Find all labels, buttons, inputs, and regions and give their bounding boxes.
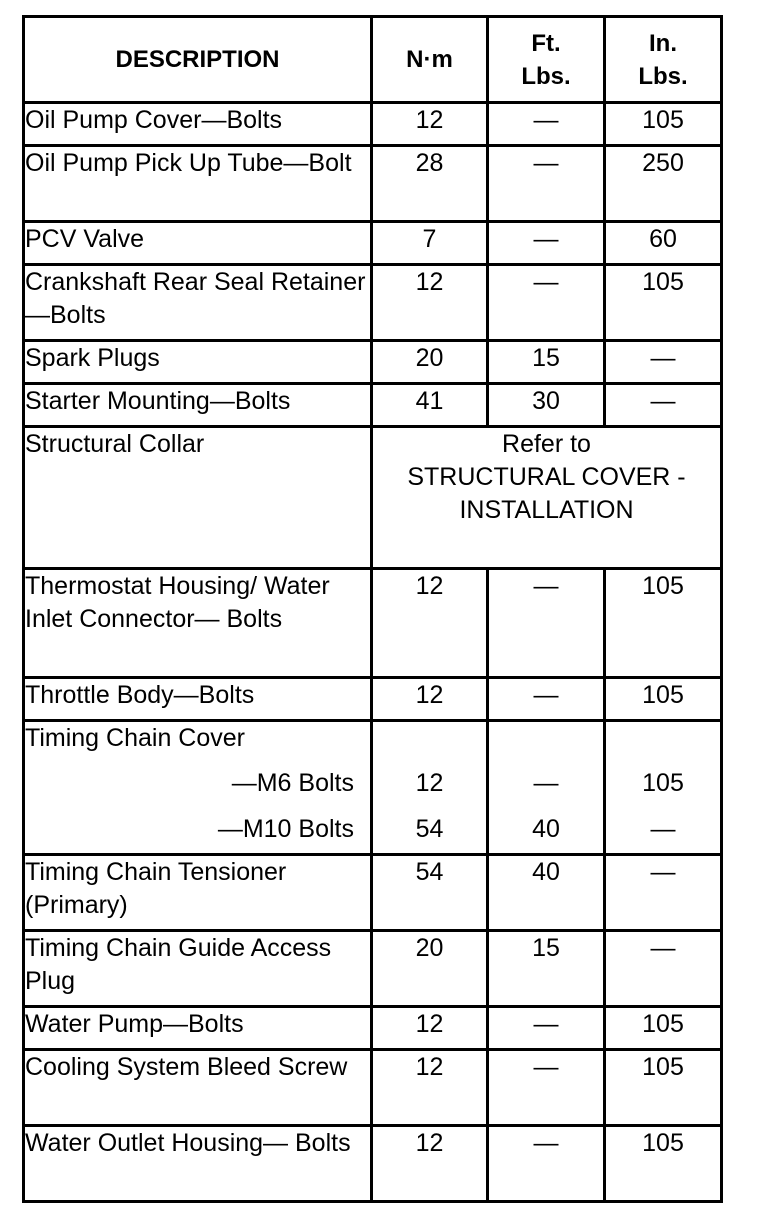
header-in-lbs	[605, 17, 722, 103]
row-ft-lbs: 15	[488, 931, 605, 1007]
row-ft-lbs: —	[488, 222, 605, 265]
row-ft-lbs: —	[488, 103, 605, 146]
refer-line1: Refer to	[502, 430, 591, 458]
row-nm: 12	[372, 1126, 488, 1202]
row-description: Thermostat Housing/ Water Inlet Connector— Bolts	[24, 569, 372, 678]
table-row	[24, 384, 722, 427]
header-in-line2: Lbs.	[638, 62, 688, 90]
row-in-lbs: —	[605, 855, 722, 931]
table-row	[24, 341, 722, 384]
row-nm: 20	[372, 931, 488, 1007]
row-ft-lbs: —	[488, 265, 605, 341]
row-ft-lbs: —	[488, 678, 605, 721]
sub-row-ft-lbs: 40	[532, 815, 560, 843]
row-description: Timing Chain Cover	[25, 724, 245, 752]
row-ft-lbs: —	[488, 569, 605, 678]
sub-row-nm: 12	[415, 769, 444, 797]
sub-row-in-lbs: —	[650, 815, 676, 843]
table-row	[24, 678, 722, 721]
row-description: Spark Plugs	[24, 341, 372, 384]
row-description: Cooling System Bleed Screw	[24, 1050, 372, 1126]
row-nm: 28	[372, 146, 488, 222]
row-nm-group	[372, 721, 488, 855]
row-in-lbs: 105	[605, 569, 722, 678]
row-ft-lbs: —	[488, 1050, 605, 1126]
table-row	[24, 222, 722, 265]
table-row	[24, 1126, 722, 1202]
row-in-lbs: 105	[605, 678, 722, 721]
row-ft-lbs: —	[488, 1126, 605, 1202]
row-in-lbs: 105	[605, 1126, 722, 1202]
table-row	[24, 931, 722, 1007]
row-ft-lbs: 30	[488, 384, 605, 427]
sub-row-description: —M6 Bolts	[231, 769, 354, 797]
sub-row-nm: 54	[415, 815, 444, 843]
row-description: Crankshaft Rear Seal Retainer—Bolts	[24, 265, 372, 341]
row-in-lbs: —	[605, 341, 722, 384]
table-row	[24, 103, 722, 146]
refer-cell	[372, 427, 722, 569]
table-row	[24, 721, 722, 855]
refer-line2: STRUCTURAL COVER -	[407, 463, 686, 491]
row-in-lbs: 105	[605, 103, 722, 146]
row-ft-lbs: —	[488, 1007, 605, 1050]
header-ft-line1: Ft.	[531, 29, 561, 57]
sub-row-description: —M10 Bolts	[217, 815, 354, 843]
table-row	[24, 427, 722, 569]
row-description: Throttle Body—Bolts	[24, 678, 372, 721]
row-nm: 54	[372, 855, 488, 931]
row-description-group	[24, 721, 372, 855]
row-description: Structural Collar	[24, 427, 372, 569]
row-description: Water Pump—Bolts	[24, 1007, 372, 1050]
row-in-lbs: —	[605, 384, 722, 427]
row-nm: 12	[372, 1007, 488, 1050]
row-nm: 12	[372, 265, 488, 341]
header-nm: N·m	[372, 17, 488, 103]
row-nm: 12	[372, 569, 488, 678]
row-in-lbs: 105	[605, 1050, 722, 1126]
header-description: DESCRIPTION	[24, 17, 372, 103]
row-nm: 41	[372, 384, 488, 427]
row-in-lbs: —	[605, 931, 722, 1007]
row-nm: 7	[372, 222, 488, 265]
table-row	[24, 1007, 722, 1050]
row-nm: 12	[372, 678, 488, 721]
torque-spec-table	[22, 15, 723, 1203]
header-ft-lbs	[488, 17, 605, 103]
row-ft-lbs: —	[488, 146, 605, 222]
row-in-lbs-group	[605, 721, 722, 855]
row-in-lbs: 105	[605, 1007, 722, 1050]
table-row	[24, 569, 722, 678]
row-nm: 12	[372, 1050, 488, 1126]
table-row	[24, 265, 722, 341]
row-ft-lbs: 40	[488, 855, 605, 931]
row-description: Water Outlet Housing— Bolts	[24, 1126, 372, 1202]
header-ft-line2: Lbs.	[521, 62, 571, 90]
refer-line3: INSTALLATION	[459, 496, 634, 524]
row-ft-lbs-group	[488, 721, 605, 855]
row-description: Starter Mounting—Bolts	[24, 384, 372, 427]
row-in-lbs: 105	[605, 265, 722, 341]
table-row	[24, 855, 722, 931]
row-description: Oil Pump Cover—Bolts	[24, 103, 372, 146]
row-description: PCV Valve	[24, 222, 372, 265]
row-description: Oil Pump Pick Up Tube—Bolt	[24, 146, 372, 222]
row-in-lbs: 250	[605, 146, 722, 222]
row-nm: 12	[372, 103, 488, 146]
row-ft-lbs: 15	[488, 341, 605, 384]
header-in-line1: In.	[649, 29, 677, 57]
sub-row-in-lbs: 105	[642, 769, 684, 797]
row-description: Timing Chain Tensioner (Primary)	[24, 855, 372, 931]
header-row	[24, 17, 722, 103]
table-row	[24, 1050, 722, 1126]
row-nm: 20	[372, 341, 488, 384]
row-description: Timing Chain Guide Access Plug	[24, 931, 372, 1007]
row-in-lbs: 60	[605, 222, 722, 265]
table-row	[24, 146, 722, 222]
sub-row-ft-lbs: —	[533, 769, 559, 797]
